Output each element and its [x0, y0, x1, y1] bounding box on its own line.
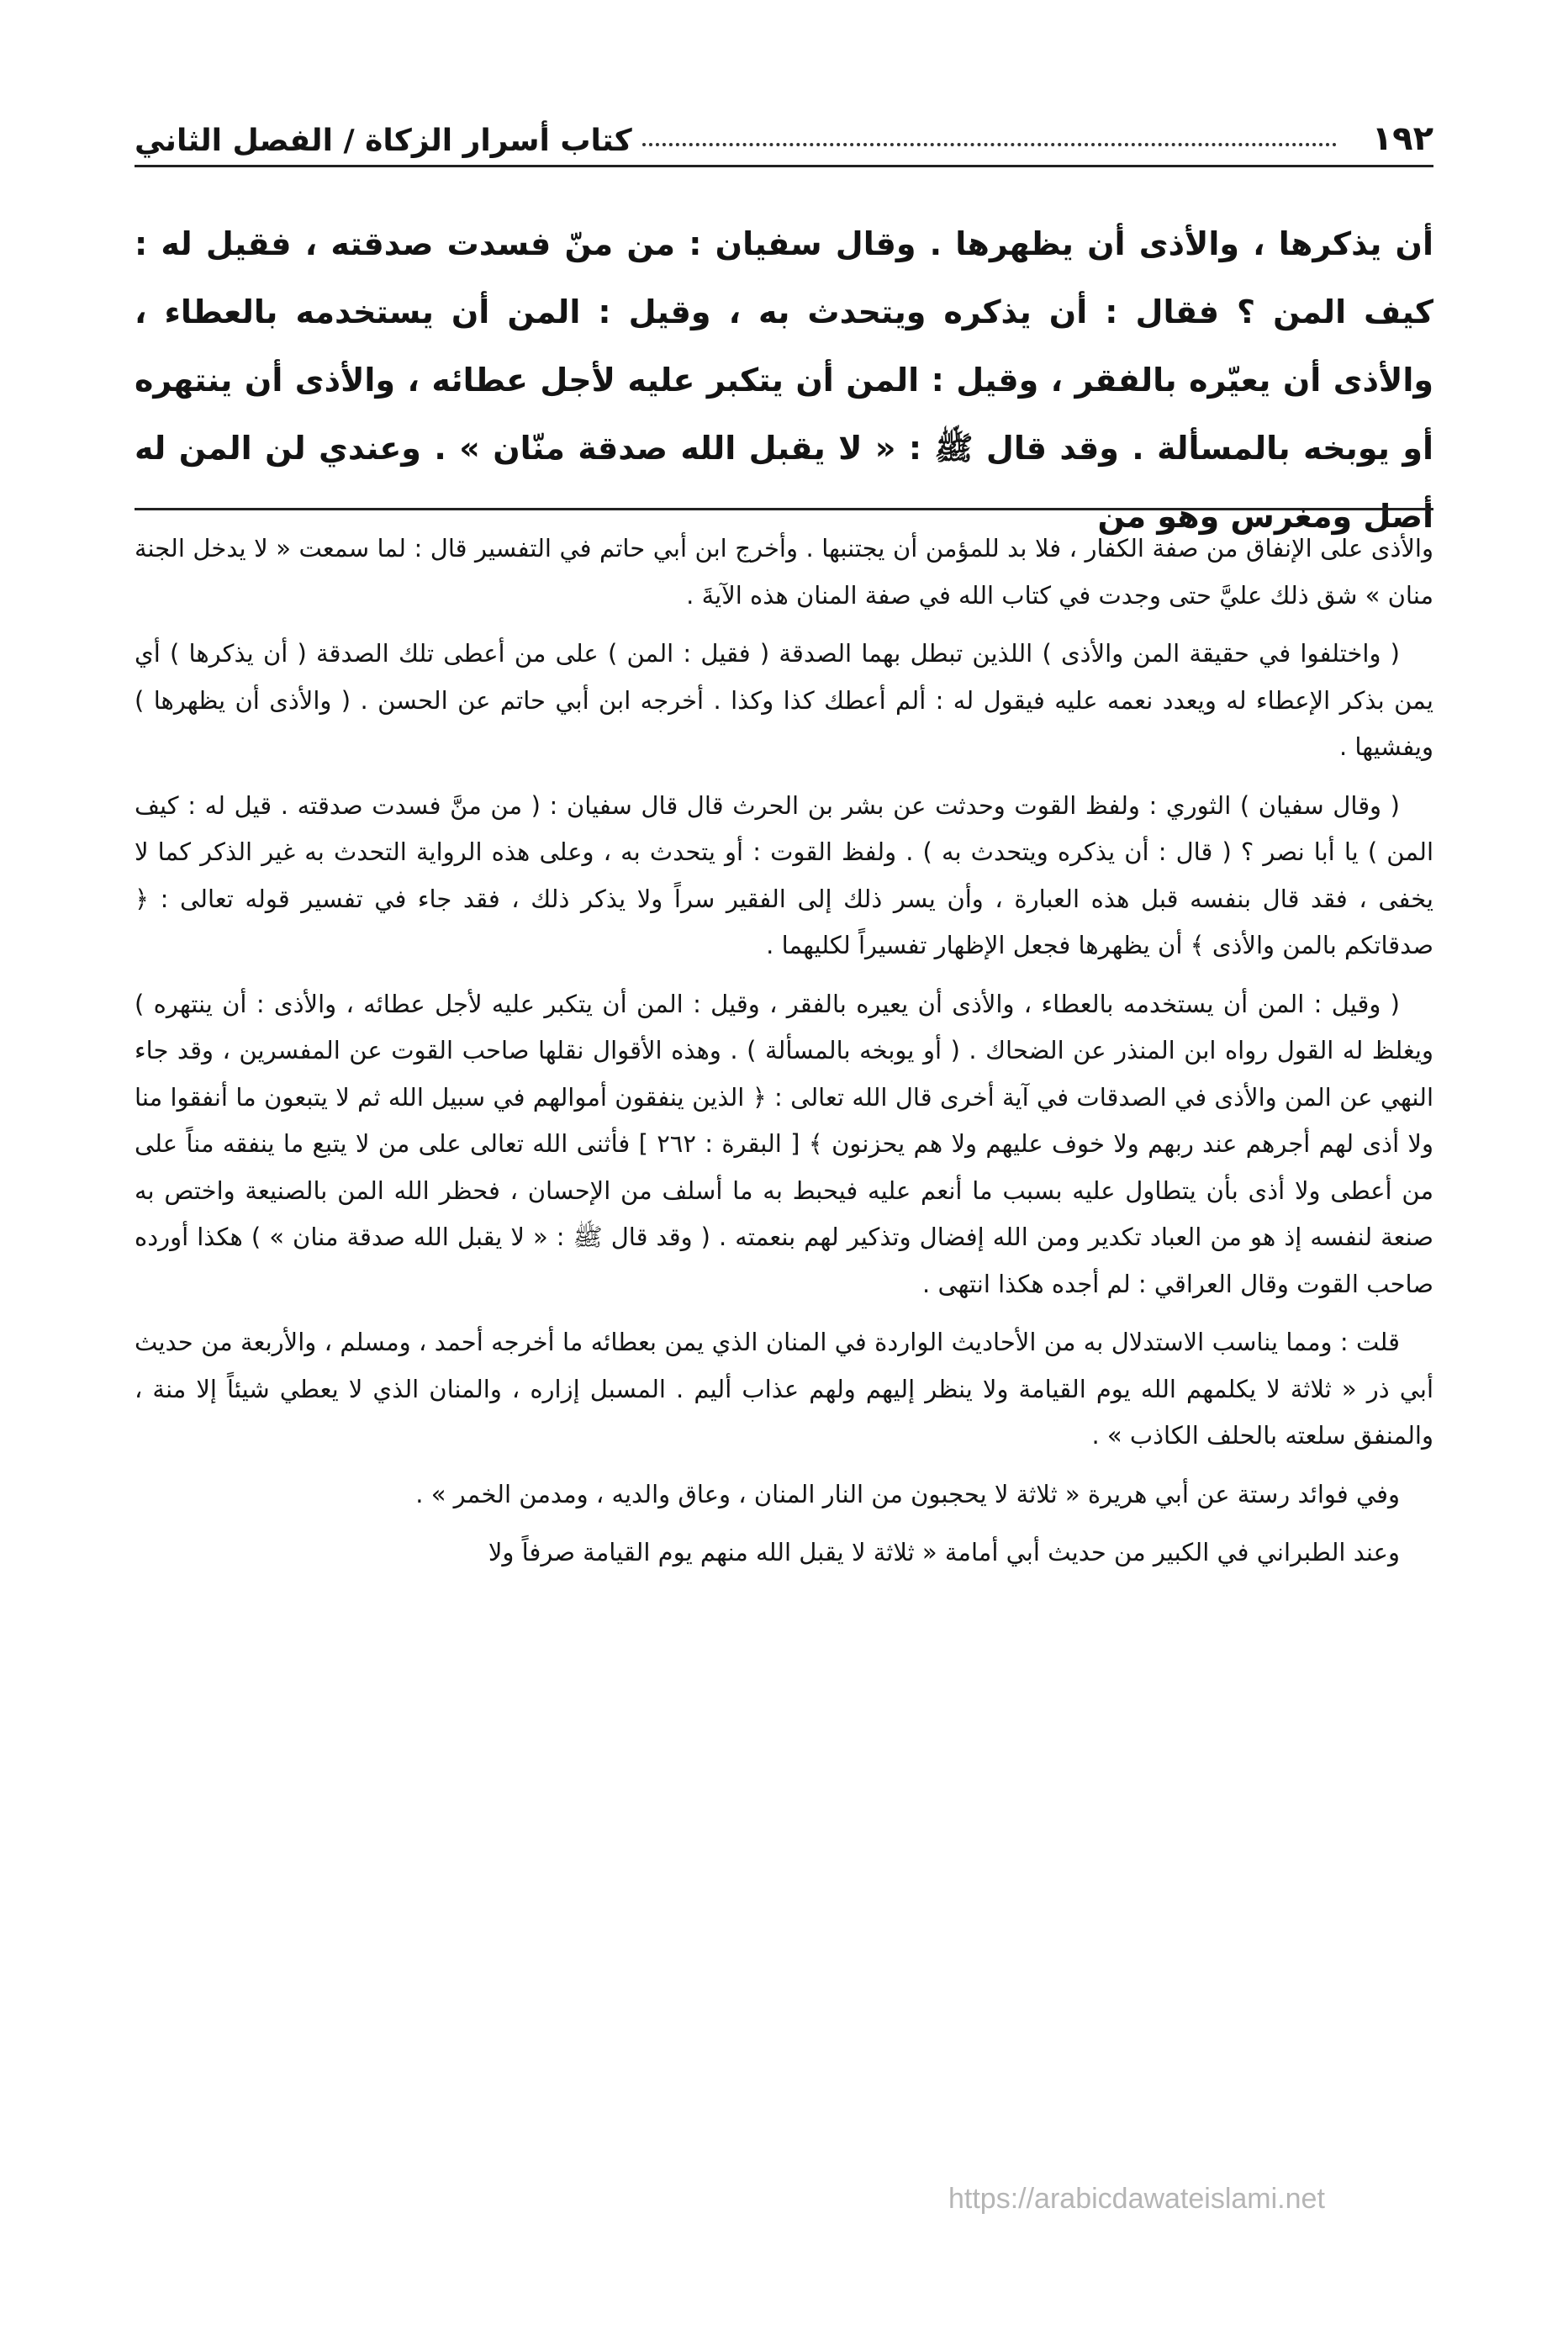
- commentary-paragraph: وفي فوائد رستة عن أبي هريرة « ثلاثة لا يحجبون من النار المنان ، وعاق والديه ، ومدمن الخمر » .: [415, 1479, 1400, 1508]
- page-header: [135, 99, 1433, 167]
- commentary-paragraph: والأذى على الإنفاق من صفة الكفار ، فلا بد للمؤمن أن يجتنبها . وأخرج ابن أبي حاتم في التفسير قال : لما سمعت « لا يدخل الجنة منان » شق ذلك عليَّ حتى وجدت في كتاب الله في صفة المنان هذه الآيةَ .: [135, 534, 1433, 610]
- header-dotted-leader: [642, 143, 1337, 146]
- separator-rule: [135, 508, 1433, 510]
- commentary: [135, 526, 1433, 1588]
- commentary-paragraph: وعند الطبراني في الكبير من حديث أبي أمامة « ثلاثة لا يقبل الله منهم يوم القيامة صرفاً ولا: [488, 1538, 1400, 1566]
- commentary-paragraph: قلت : ومما يناسب الاستدلال به من الأحاديث الواردة في المنان الذي يمن بعطائه ما أخرجه أحمد ، ومسلم ، والأربعة من حديث أبي ذر « ثلاثة لا يكلمهم الله يوم القيامة ولا ينظر إليهم ولهم عذاب أليم . المسبل إزاره ، والمنان الذي لا يعطي شيئاً إلا منة ، والمنفق سلعته بالحلف الكاذب » .: [135, 1328, 1433, 1450]
- commentary-paragraph: ( وقال سفيان ) الثوري : ولفظ القوت وحدثت عن بشر بن الحرث قال قال سفيان : ( من منَّ فسدت صدقته . قيل له : كيف المن ) يا أبا نصر ؟ ( قال : أن يذكره ويتحدث به ) . ولفظ القوت : أو يتحدث به ، وعلى هذه الرواية التحدث به غير الذكر كما لا يخفى ، فقد قال بنفسه قبل هذه العبارة ، وأن يسر ذلك إلى الفقير سراً ولا يذكر ذلك ، فقد جاء في تفسير قوله تعالى : ﴿ صدقاتكم بالمن والأذى ﴾ أن يظهرها فجعل الإظهار تفسيراً لكليهما .: [135, 790, 1433, 959]
- page-number: ١٩٢: [1371, 119, 1433, 158]
- commentary-paragraph: ( وقيل : المن أن يستخدمه بالعطاء ، والأذى أن يعيره بالفقر ، وقيل : المن أن يتكبر عليه لأجل عطائه ، والأذى : أن ينتهره ) ويغلظ له القول رواه ابن المنذر عن الضحاك . ( أو يوبخه بالمسألة ) . وهذه الأقوال نقلها صاحب القوت عن المفسرين ، وقد جاء النهي عن المن والأذى في الصدقات في آية أخرى قال الله تعالى : ﴿ الذين ينفقون أموالهم في سبيل الله ثم لا يتبعون ما أنفقوا منا ولا أذى لهم أجرهم عند ربهم ولا خوف عليهم ولا هم يحزنون ﴾ [ البقرة : ٢٦٢ ] فأثنى الله تعالى على من لا يتبع ما ينفقه مناً على من أعطى ولا أذى بأن يتطاول عليه بسبب ما أنعم عليه فيحبط به ما أسلف من الإحسان ، فحظر الله المن بالصنيعة واختص به صنعة لنفسه إذ هو من العباد تكدير ومن الله إفضال وتذكير لهم بنعمته . ( وقد قال ﷺ : « لا يقبل الله صدقة منان » ) هكذا أورده صاحب القوت وقال العراقي : لم أجده هكذا انتهى .: [135, 989, 1433, 1298]
- watermark-url: https://arabicdawateislami.net: [948, 2183, 1325, 2215]
- main-text: أن يذكرها ، والأذى أن يظهرها . وقال سفيان : من منّ فسدت صدقته ، فقيل له : كيف المن ؟ فقال : أن يذكره ويتحدث به ، وقيل : المن أن يستخدمه بالعطاء ، والأذى أن يعيّره بالفقر ، وقيل : المن أن يتكبر عليه لأجل عطائه ، والأذى أن ينتهره أو يوبخه بالمسألة . وقد قال ﷺ : « لا يقبل الله صدقة منّان » . وعندي لن المن له أصل ومغرس وهو من: [135, 225, 1433, 535]
- running-title: كتاب أسرار الزكاة / الفصل الثاني: [135, 124, 632, 158]
- commentary-paragraph: ( واختلفوا في حقيقة المن والأذى ) اللذين تبطل بهما الصدقة ( فقيل : المن ) على من أعطى تلك الصدقة ( أن يذكرها ) أي يمن بذكر الإعطاء له ويعدد نعمه عليه فيقول له : ألم أعطك كذا وكذا . أخرجه ابن أبي حاتم عن الحسن . ( والأذى أن يظهرها ) ويفشيها .: [135, 639, 1433, 761]
